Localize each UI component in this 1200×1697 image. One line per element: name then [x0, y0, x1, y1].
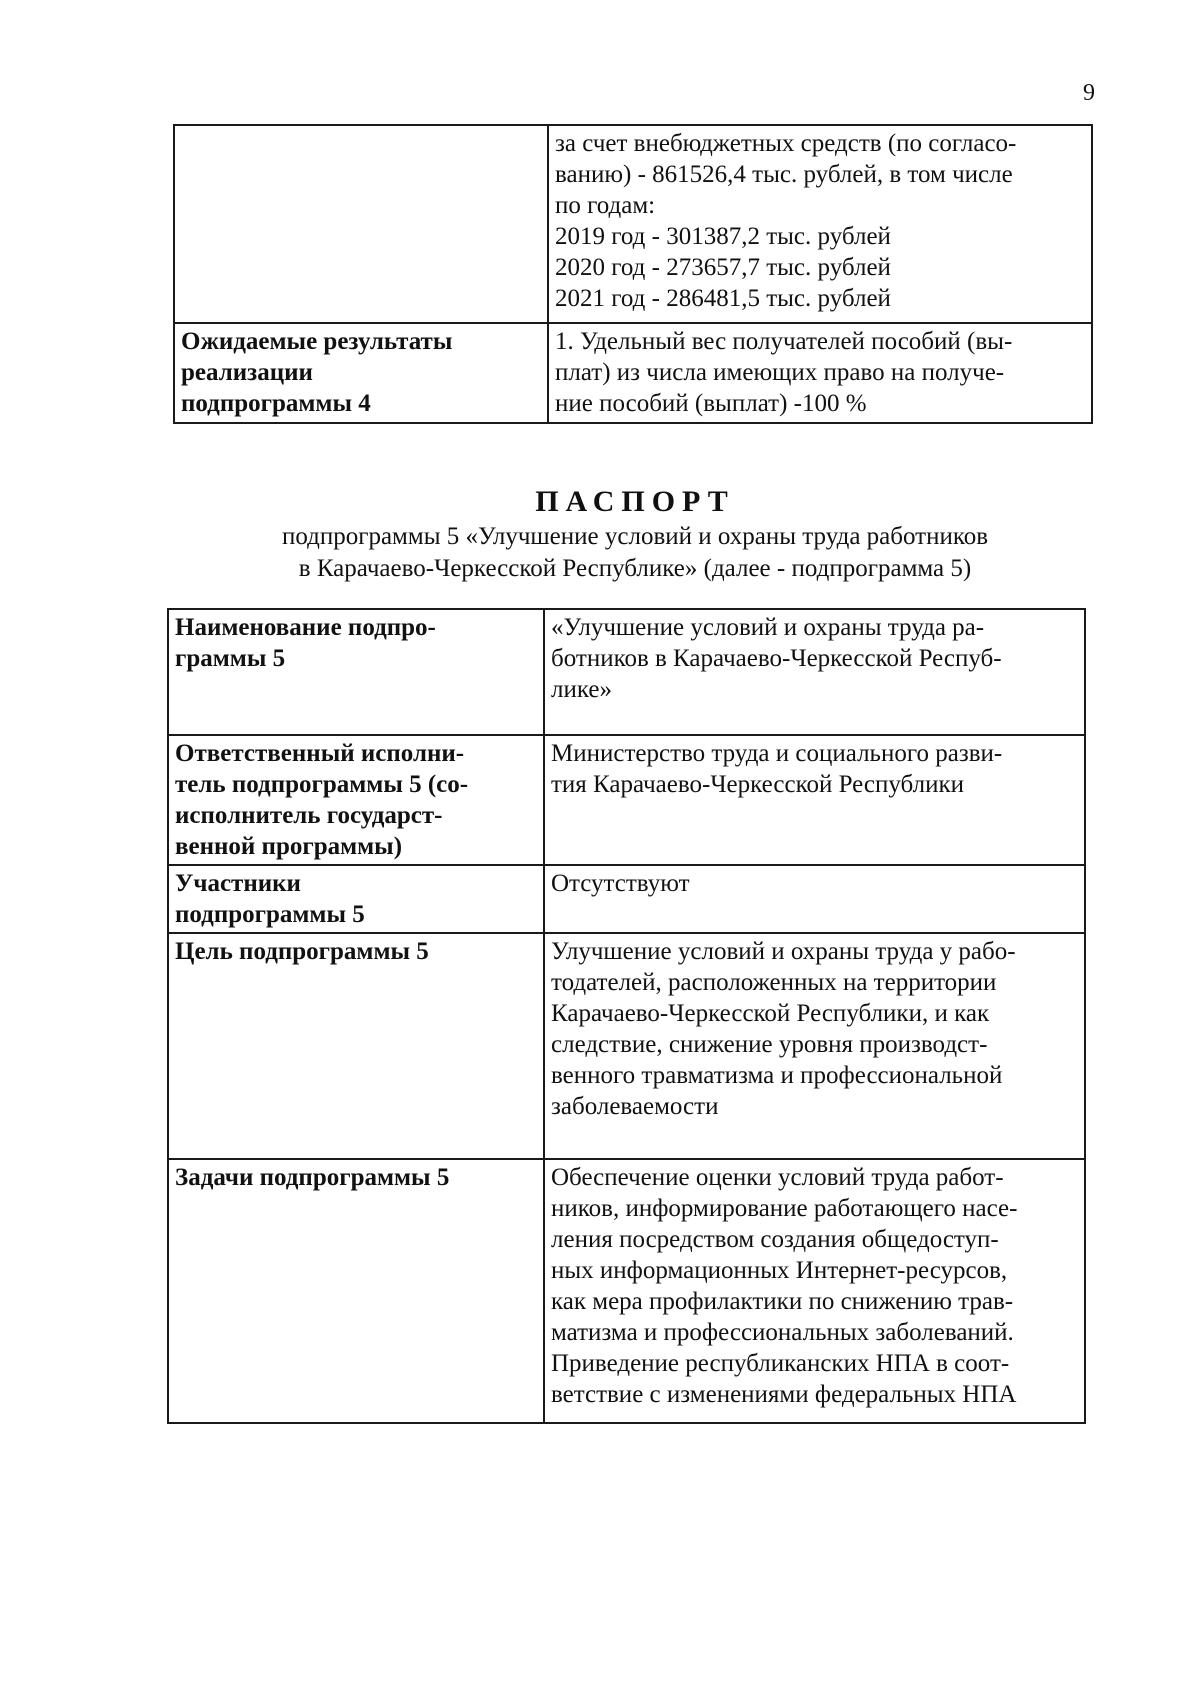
- text-line: Обеспечение оценки условий труда работ-: [551, 1164, 1004, 1191]
- text-line: за счет внебюджетных средств (по согласо-: [555, 130, 1017, 157]
- row-label-empty: [174, 125, 548, 323]
- passport-subtitle-line-1: подпрограммы 5 «Улучшение условий и охраны труда работников: [281, 523, 989, 550]
- text-line: подпрограммы 4: [181, 390, 371, 417]
- text-line: Министерство труда и социального разви-: [551, 740, 1003, 767]
- text-line: граммы 5: [175, 645, 286, 672]
- row-label: [174, 323, 548, 423]
- text-line: плат) из числа имеющих право на получе-: [555, 359, 1005, 386]
- text-line: тия Карачаево-Черкесской Республики: [551, 771, 965, 798]
- text-line: Задачи подпрограммы 5: [175, 1164, 450, 1191]
- text-line: как мера профилактики по снижению трав-: [551, 1288, 1014, 1315]
- text-line: 1. Удельный вес получателей пособий (вы-: [555, 328, 1013, 355]
- text-line: Наименование подпро-: [175, 614, 436, 641]
- text-line: Отсутствуют: [551, 870, 690, 897]
- text-line: Приведение республиканских НПА в соот-: [551, 1350, 1010, 1377]
- text-line: заболеваемости: [551, 1093, 719, 1120]
- passport-subtitle-line-2: в Карачаево-Черкесской Республике» (далее - подпрограмма 5): [298, 555, 972, 582]
- row-value: [544, 1159, 1085, 1423]
- text-line: ботников в Карачаево-Черкесской Респуб-: [551, 645, 1002, 672]
- continuation-table: [173, 124, 1093, 424]
- text-line: ние пособий (выплат) -100 %: [555, 390, 867, 417]
- text-line: ванию) - 861526,4 тыс. рублей, в том числе: [555, 161, 1013, 188]
- row-value: [544, 735, 1085, 865]
- row-value: [544, 865, 1085, 933]
- text-line: матизма и профессиональных заболеваний.: [551, 1319, 1014, 1346]
- passport-title: ПАСПОРТ: [535, 485, 735, 518]
- text-line: венного травматизма и профессиональной: [551, 1062, 1003, 1089]
- passport-table: [167, 608, 1086, 1424]
- text-line: Участники: [175, 870, 301, 897]
- table-row: [174, 323, 1092, 423]
- text-line: Цель подпрограммы 5: [175, 938, 429, 965]
- row-label: [168, 933, 544, 1159]
- row-label: [168, 609, 544, 735]
- text-line: реализации: [181, 359, 313, 386]
- text-line: ных информационных Интернет-ресурсов,: [551, 1257, 1008, 1284]
- text-line: Улучшение условий и охраны труда у рабо-: [551, 938, 1016, 965]
- row-label: [168, 865, 544, 933]
- text-line: «Улучшение условий и охраны труда ра-: [551, 614, 985, 641]
- row-label: [168, 735, 544, 865]
- page-number: 9: [1083, 80, 1095, 106]
- table-row: [168, 735, 1085, 865]
- text-line: подпрограммы 5: [175, 901, 365, 928]
- text-line: 2019 год - 301387,2 тыс. рублей: [555, 223, 891, 250]
- text-line: исполнитель государст-: [175, 802, 443, 829]
- row-value: [544, 609, 1085, 735]
- row-label: [168, 1159, 544, 1423]
- text-line: по годам:: [555, 192, 656, 219]
- text-line: венной программы): [175, 833, 403, 860]
- text-line: лике»: [551, 676, 612, 703]
- table-row: [168, 865, 1085, 933]
- text-line: Карачаево-Черкесской Республики, и как: [551, 1000, 990, 1027]
- table-row: [168, 609, 1085, 735]
- row-value: [548, 323, 1092, 423]
- text-line: ления посредством создания общедоступ-: [551, 1226, 999, 1253]
- text-line: Ответственный исполни-: [175, 740, 465, 767]
- text-line: ветствие с изменениями федеральных НПА: [551, 1381, 1017, 1408]
- text-line: ников, информирование работающего насе-: [551, 1195, 1018, 1222]
- text-line: тель подпрограммы 5 (со-: [175, 771, 469, 798]
- table-row: [168, 933, 1085, 1159]
- text-line: тодателей, расположенных на территории: [551, 969, 997, 996]
- text-line: 2020 год - 273657,7 тыс. рублей: [555, 254, 891, 281]
- row-value: [548, 125, 1092, 323]
- table-row: [174, 125, 1092, 323]
- text-line: Ожидаемые результаты: [181, 328, 453, 355]
- text-line: следствие, снижение уровня производст-: [551, 1031, 988, 1058]
- table-row: [168, 1159, 1085, 1423]
- row-value: [544, 933, 1085, 1159]
- text-line: 2021 год - 286481,5 тыс. рублей: [555, 285, 891, 312]
